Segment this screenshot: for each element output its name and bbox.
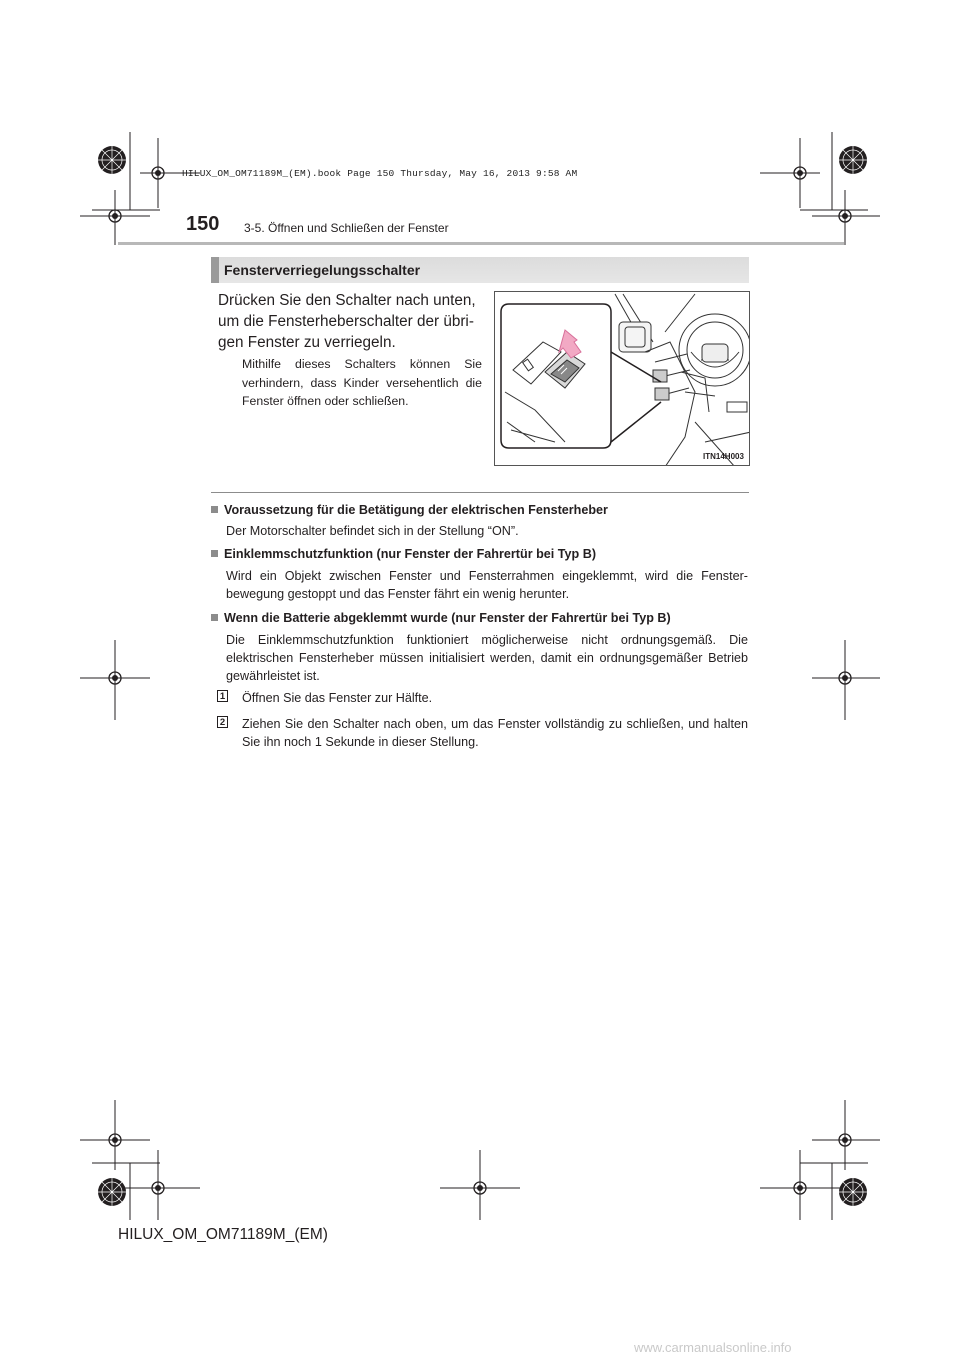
book-header: HILUX_OM_OM71189M_(EM).book Page 150 Thursday, May 16, 2013 9:58 AM	[182, 168, 578, 179]
note-text: Mithilfe dieses Schalters können Sie verhindern, dass Kinder versehentlich die Fenster öffnen oder schließen.	[242, 357, 482, 408]
step-number: 2	[217, 716, 228, 728]
instruction-line: um die Fensterheberschalter der übri-	[218, 313, 474, 330]
figure-code: ITN14H003	[703, 452, 744, 461]
dashboard-drawing	[495, 292, 750, 466]
page-number: 150	[186, 213, 220, 235]
instruction-line: gen Fenster zu verriegeln.	[218, 334, 396, 351]
section-title: Fensterverriegelungsschalter	[224, 262, 421, 278]
item-heading: Einklemmschutzfunktion (nur Fenster der Fahrertür bei Typ B)	[211, 547, 596, 561]
square-bullet-icon	[211, 550, 218, 557]
header-rule	[118, 242, 844, 245]
square-bullet-icon	[211, 614, 218, 621]
square-bullet-icon	[211, 506, 218, 513]
item-text: Wird ein Objekt zwischen Fenster und Fensterrahmen eingeklemmt, wird die Fenster-bewegung gestoppt und das Fenster fährt ein wenig herunter.	[226, 569, 748, 601]
item-text: Die Einklemmschutzfunktion funktioniert möglicherweise nicht ordnungsgemäß. Die elektrischen Fensterheber müssen initialisiert werden, damit ein ordnungsgemäßer Betrieb gewährleistet ist.	[226, 633, 748, 683]
running-head: 3-5. Öffnen und Schließen der Fenster	[244, 221, 449, 235]
step-text: Öffnen Sie das Fenster zur Hälfte.	[242, 691, 433, 705]
step-number: 1	[217, 690, 228, 702]
section-divider	[211, 492, 749, 493]
item-heading: Wenn die Batterie abgeklemmt wurde (nur Fenster der Fahrertür bei Typ B)	[211, 611, 671, 625]
item-heading: Voraussetzung für die Betätigung der elektrischen Fensterheber	[211, 503, 608, 517]
item-text: Der Motorschalter befindet sich in der Stellung “ON”.	[226, 524, 519, 538]
window-lock-switch-illustration	[494, 291, 750, 466]
footer-code: HILUX_OM_OM71189M_(EM)	[118, 1226, 328, 1243]
step-text: Ziehen Sie den Schalter nach oben, um das Fenster vollständig zu schließen, und halten Sie ihn noch 1 Sekunde in dieser Stellung.	[242, 717, 748, 749]
instruction-line: Drücken Sie den Schalter nach unten,	[218, 292, 476, 309]
watermark: www.carmanualsonline.info	[634, 1340, 792, 1355]
instruction	[218, 290, 482, 353]
